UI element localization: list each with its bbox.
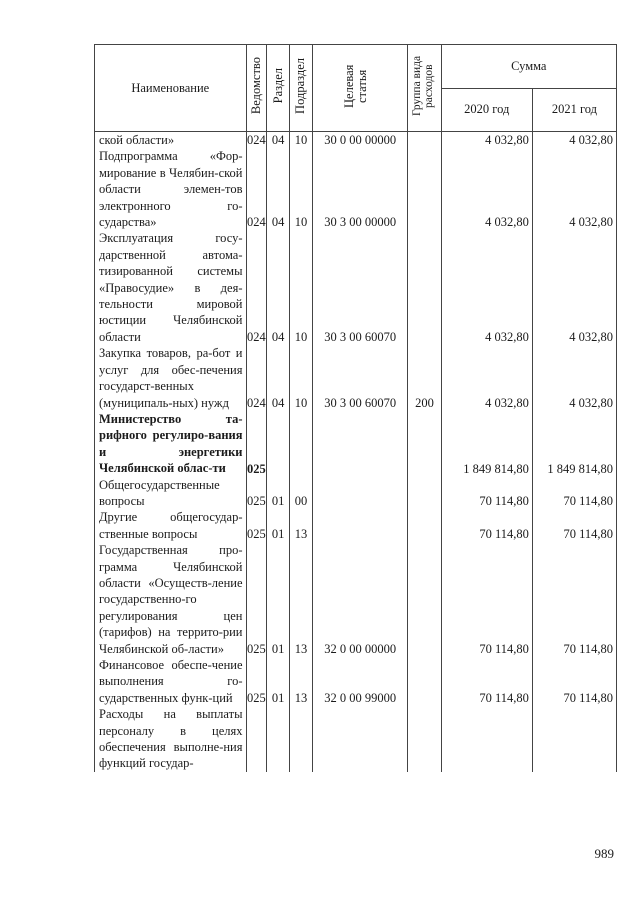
row-subsection: 10 — [290, 230, 313, 345]
row-amount-2020: 70 114,80 — [441, 657, 532, 706]
row-subsection: 10 — [290, 148, 313, 230]
table-row — [95, 345, 617, 411]
row-name: Финансовое обеспе-чение выполнения го-сударственных функ-ций — [95, 657, 247, 706]
row-target-article — [312, 411, 407, 477]
row-name: Другие общегосудар-ственные вопросы — [95, 509, 247, 542]
row-amount-2021: 4 032,80 — [532, 230, 616, 345]
row-department: 024 — [246, 148, 267, 230]
row-amount-2020: 70 114,80 — [441, 509, 532, 542]
row-amount-2021: 4 032,80 — [532, 345, 616, 411]
row-section: 04 — [267, 345, 290, 411]
row-expense-group — [408, 477, 441, 510]
table-row — [95, 230, 617, 345]
row-subsection: 10 — [290, 345, 313, 411]
row-name: Закупка товаров, ра-бот и услуг для обес-печения государст-венных (муниципаль-ных) нужд — [95, 345, 247, 411]
row-section — [267, 411, 290, 477]
row-name: Эксплуатация госу-дарственной автома-тизированной системы «Правосудие» в дея-тельности мировой юстиции Челябинской области — [95, 230, 247, 345]
row-section — [267, 706, 290, 772]
row-department: 024 — [246, 345, 267, 411]
row-amount-2021: 70 114,80 — [532, 542, 616, 657]
row-department: 025 — [246, 509, 267, 542]
row-name: ской области» — [95, 132, 247, 149]
row-amount-2020: 70 114,80 — [441, 542, 532, 657]
row-section: 01 — [267, 657, 290, 706]
row-name: Расходы на выплаты персоналу в целях обеспечения выполне-ния функций государ- — [95, 706, 247, 772]
row-name: Общегосударственные вопросы — [95, 477, 247, 510]
budget-table — [94, 44, 617, 772]
row-amount-2020: 1 849 814,80 — [441, 411, 532, 477]
row-subsection: 13 — [290, 542, 313, 657]
row-expense-group — [408, 706, 441, 772]
row-amount-2020: 4 032,80 — [441, 148, 532, 230]
header-year-2020: 2020 год — [441, 88, 532, 132]
row-department — [246, 706, 267, 772]
header-expense-group-label: Группа вида расходов — [411, 55, 436, 117]
row-expense-group: 200 — [408, 345, 441, 411]
row-expense-group — [408, 542, 441, 657]
table-row — [95, 411, 617, 477]
row-amount-2021 — [532, 706, 616, 772]
row-target-article: 30 3 00 00000 — [312, 148, 407, 230]
row-name: Министерство та-рифного регулиро-вания и энергетики Челябинской облас-ти — [95, 411, 247, 477]
row-target-article: 30 3 00 60070 — [312, 345, 407, 411]
row-department: 025 — [246, 411, 267, 477]
row-subsection — [290, 411, 313, 477]
header-department — [246, 45, 267, 132]
row-section: 04 — [267, 230, 290, 345]
row-department: 024 — [247, 133, 266, 148]
row-amount-2020: 4 032,80 — [441, 230, 532, 345]
table-row — [95, 148, 617, 230]
row-amount-2021: 4 032,80 — [532, 132, 616, 149]
row-department: 025 — [246, 542, 267, 657]
header-target-article-label: Целевая статья — [342, 64, 370, 108]
row-section: 01 — [267, 477, 290, 510]
row-section: 01 — [267, 542, 290, 657]
row-subsection: 10 — [290, 132, 313, 149]
row-amount-2020: 4 032,80 — [441, 132, 532, 149]
header-target-article — [312, 45, 407, 132]
header-expense-group — [408, 45, 441, 132]
table-row — [95, 542, 617, 657]
table-row — [95, 706, 617, 772]
row-target-article — [312, 509, 407, 542]
header-year-2021: 2021 год — [532, 88, 616, 132]
row-expense-group — [408, 230, 441, 345]
row-amount-2020 — [441, 706, 532, 772]
row-target-article: 30 3 00 60070 — [312, 230, 407, 345]
table-body — [95, 132, 617, 772]
row-section: 04 — [267, 132, 290, 149]
row-section: 01 — [267, 509, 290, 542]
row-amount-2021: 4 032,80 — [532, 148, 616, 230]
header-section — [267, 45, 290, 132]
row-expense-group — [408, 411, 441, 477]
row-target-article: 32 0 00 99000 — [312, 657, 407, 706]
row-expense-group — [408, 132, 441, 149]
row-expense-group — [408, 657, 441, 706]
row-amount-2021: 1 849 814,80 — [532, 411, 616, 477]
row-amount-2021: 70 114,80 — [532, 477, 616, 510]
row-amount-2021: 70 114,80 — [532, 657, 616, 706]
header-section-label: Раздел — [270, 68, 285, 104]
table-row — [95, 132, 617, 149]
row-target-article — [312, 477, 407, 510]
table-row — [95, 477, 617, 510]
row-subsection: 13 — [290, 657, 313, 706]
header-department-label: Ведомство — [248, 57, 263, 115]
row-department: 025 — [246, 477, 267, 510]
header-subsection — [290, 45, 313, 132]
row-target-article — [312, 706, 407, 772]
header-subsection-label: Подраздел — [293, 58, 308, 114]
header-sum: Сумма — [441, 45, 616, 89]
header-name: Наименование — [95, 45, 247, 132]
row-name: Государственная про-грамма Челябинской области «Осуществ-ление государственно-го регулирования цен (тарифов) на террито-рии Челябинской об-ласти» — [95, 542, 247, 657]
row-section: 04 — [267, 148, 290, 230]
row-target-article: 30 0 00 00000 — [312, 132, 407, 149]
page-number: 989 — [594, 846, 614, 861]
row-amount-2020: 4 032,80 — [441, 345, 532, 411]
table-row — [95, 509, 617, 542]
row-department: 025 — [246, 657, 267, 706]
row-subsection: 00 — [290, 477, 313, 510]
table-row — [95, 657, 617, 706]
row-amount-2021: 70 114,80 — [532, 509, 616, 542]
row-department: 024 — [246, 230, 267, 345]
row-subsection: 13 — [290, 509, 313, 542]
row-amount-2020: 70 114,80 — [441, 477, 532, 510]
row-target-article: 32 0 00 00000 — [312, 542, 407, 657]
row-name: Подпрограмма «Фор-мирование в Челябин-ской области элемен-тов электронного го-сударства» — [95, 148, 247, 230]
row-expense-group — [408, 148, 441, 230]
row-subsection — [290, 706, 313, 772]
row-expense-group — [408, 509, 441, 542]
